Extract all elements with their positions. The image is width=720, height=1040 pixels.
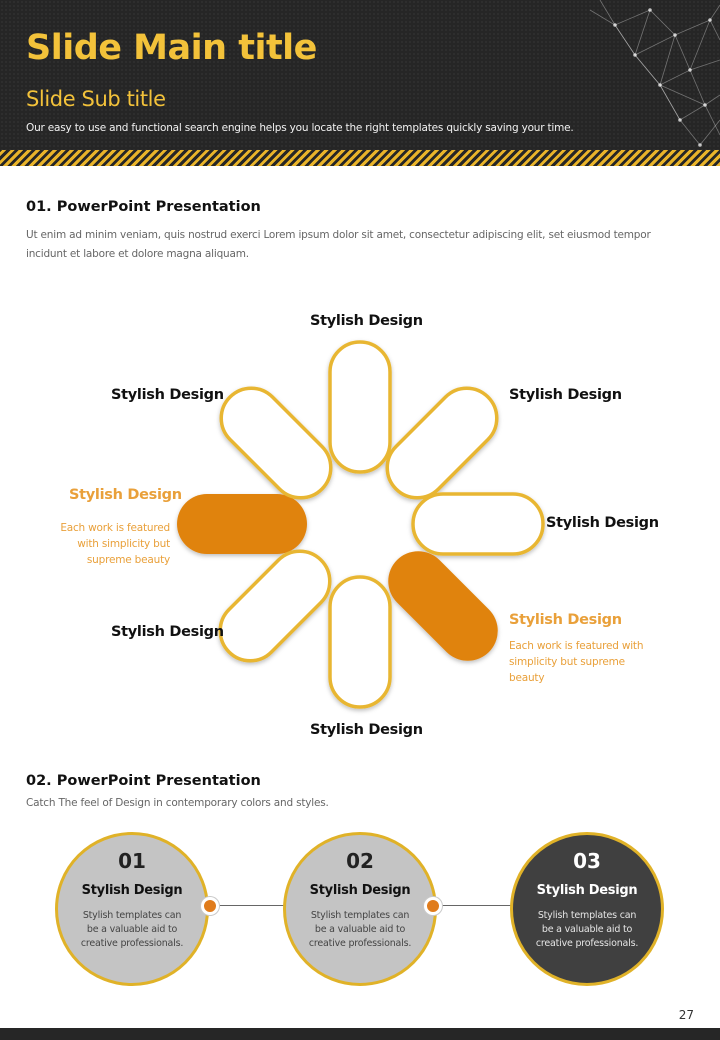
section1-text: Ut enim ad minim veniam, quis nostrud exerci Lorem ipsum dolor sit amet, consectetur adipiscing elit, set eiusmod tempor incidunt et labore et dolore magna aliquam.: [26, 229, 651, 260]
petal-label-top-left: Stylish Design: [111, 387, 224, 403]
main-title: Slide Main title: [26, 28, 317, 68]
step-circle-1: [55, 832, 209, 986]
header-stripe: [0, 150, 720, 166]
step-text: Stylish templates can be a valuable aid to creative professionals.: [80, 910, 184, 949]
petal-label-top: Stylish Design: [310, 313, 423, 329]
step-number: 01: [118, 849, 146, 873]
header-banner: [0, 0, 720, 166]
step-number: 03: [573, 849, 601, 873]
section2-title: 02. PowerPoint Presentation: [26, 773, 261, 789]
connector-line: [209, 905, 289, 906]
step-title: Stylish Design: [309, 883, 411, 898]
step-circle-3: [510, 832, 664, 986]
step-circle-2: [283, 832, 437, 986]
step-text: Stylish templates can be a valuable aid to creative professionals.: [535, 910, 639, 949]
petal-top: [330, 342, 390, 472]
petal-label-right: Stylish Design: [546, 515, 659, 531]
step-title: Stylish Design: [81, 883, 183, 898]
petal-left-description: Each work is featured with simplicity but supreme beauty: [60, 522, 170, 566]
page-number: 27: [678, 1008, 694, 1022]
step-title: Stylish Design: [536, 883, 638, 898]
section1-title: 01. PowerPoint Presentation: [26, 199, 261, 215]
petal-bottom-right-description: Each work is featured with simplicity but supreme beauty: [509, 640, 644, 684]
header-description: Our easy to use and functional search engine helps you locate the right templates quickly saving your time.: [26, 122, 574, 134]
section2-subtitle: Catch The feel of Design in contemporary colors and styles.: [26, 797, 329, 809]
connector-dot: [424, 897, 442, 915]
step-number: 02: [346, 849, 374, 873]
petal-label-left: Stylish Design: [69, 487, 182, 503]
petal-bottom-left: [208, 539, 342, 673]
network-graphic: [580, 0, 720, 150]
petal-label-bottom: Stylish Design: [310, 722, 423, 738]
petal-label-bottom-right: Stylish Design: [509, 612, 622, 628]
footer-bar: [0, 1028, 720, 1040]
flower-diagram: [0, 280, 720, 750]
petal-left: [177, 494, 307, 554]
petal-label-bottom-left: Stylish Design: [111, 624, 224, 640]
petal-bottom-right: [376, 539, 510, 673]
petal-top-left: [209, 376, 343, 510]
step-text: Stylish templates can be a valuable aid to creative professionals.: [308, 910, 412, 949]
petal-top-right: [375, 376, 509, 510]
petal-bottom: [330, 577, 390, 707]
petal-right: [413, 494, 543, 554]
steps-row: [0, 820, 720, 1000]
petal-label-top-right: Stylish Design: [509, 387, 622, 403]
sub-title: Slide Sub title: [26, 87, 166, 111]
connector-line: [433, 905, 513, 906]
connector-dot: [201, 897, 219, 915]
